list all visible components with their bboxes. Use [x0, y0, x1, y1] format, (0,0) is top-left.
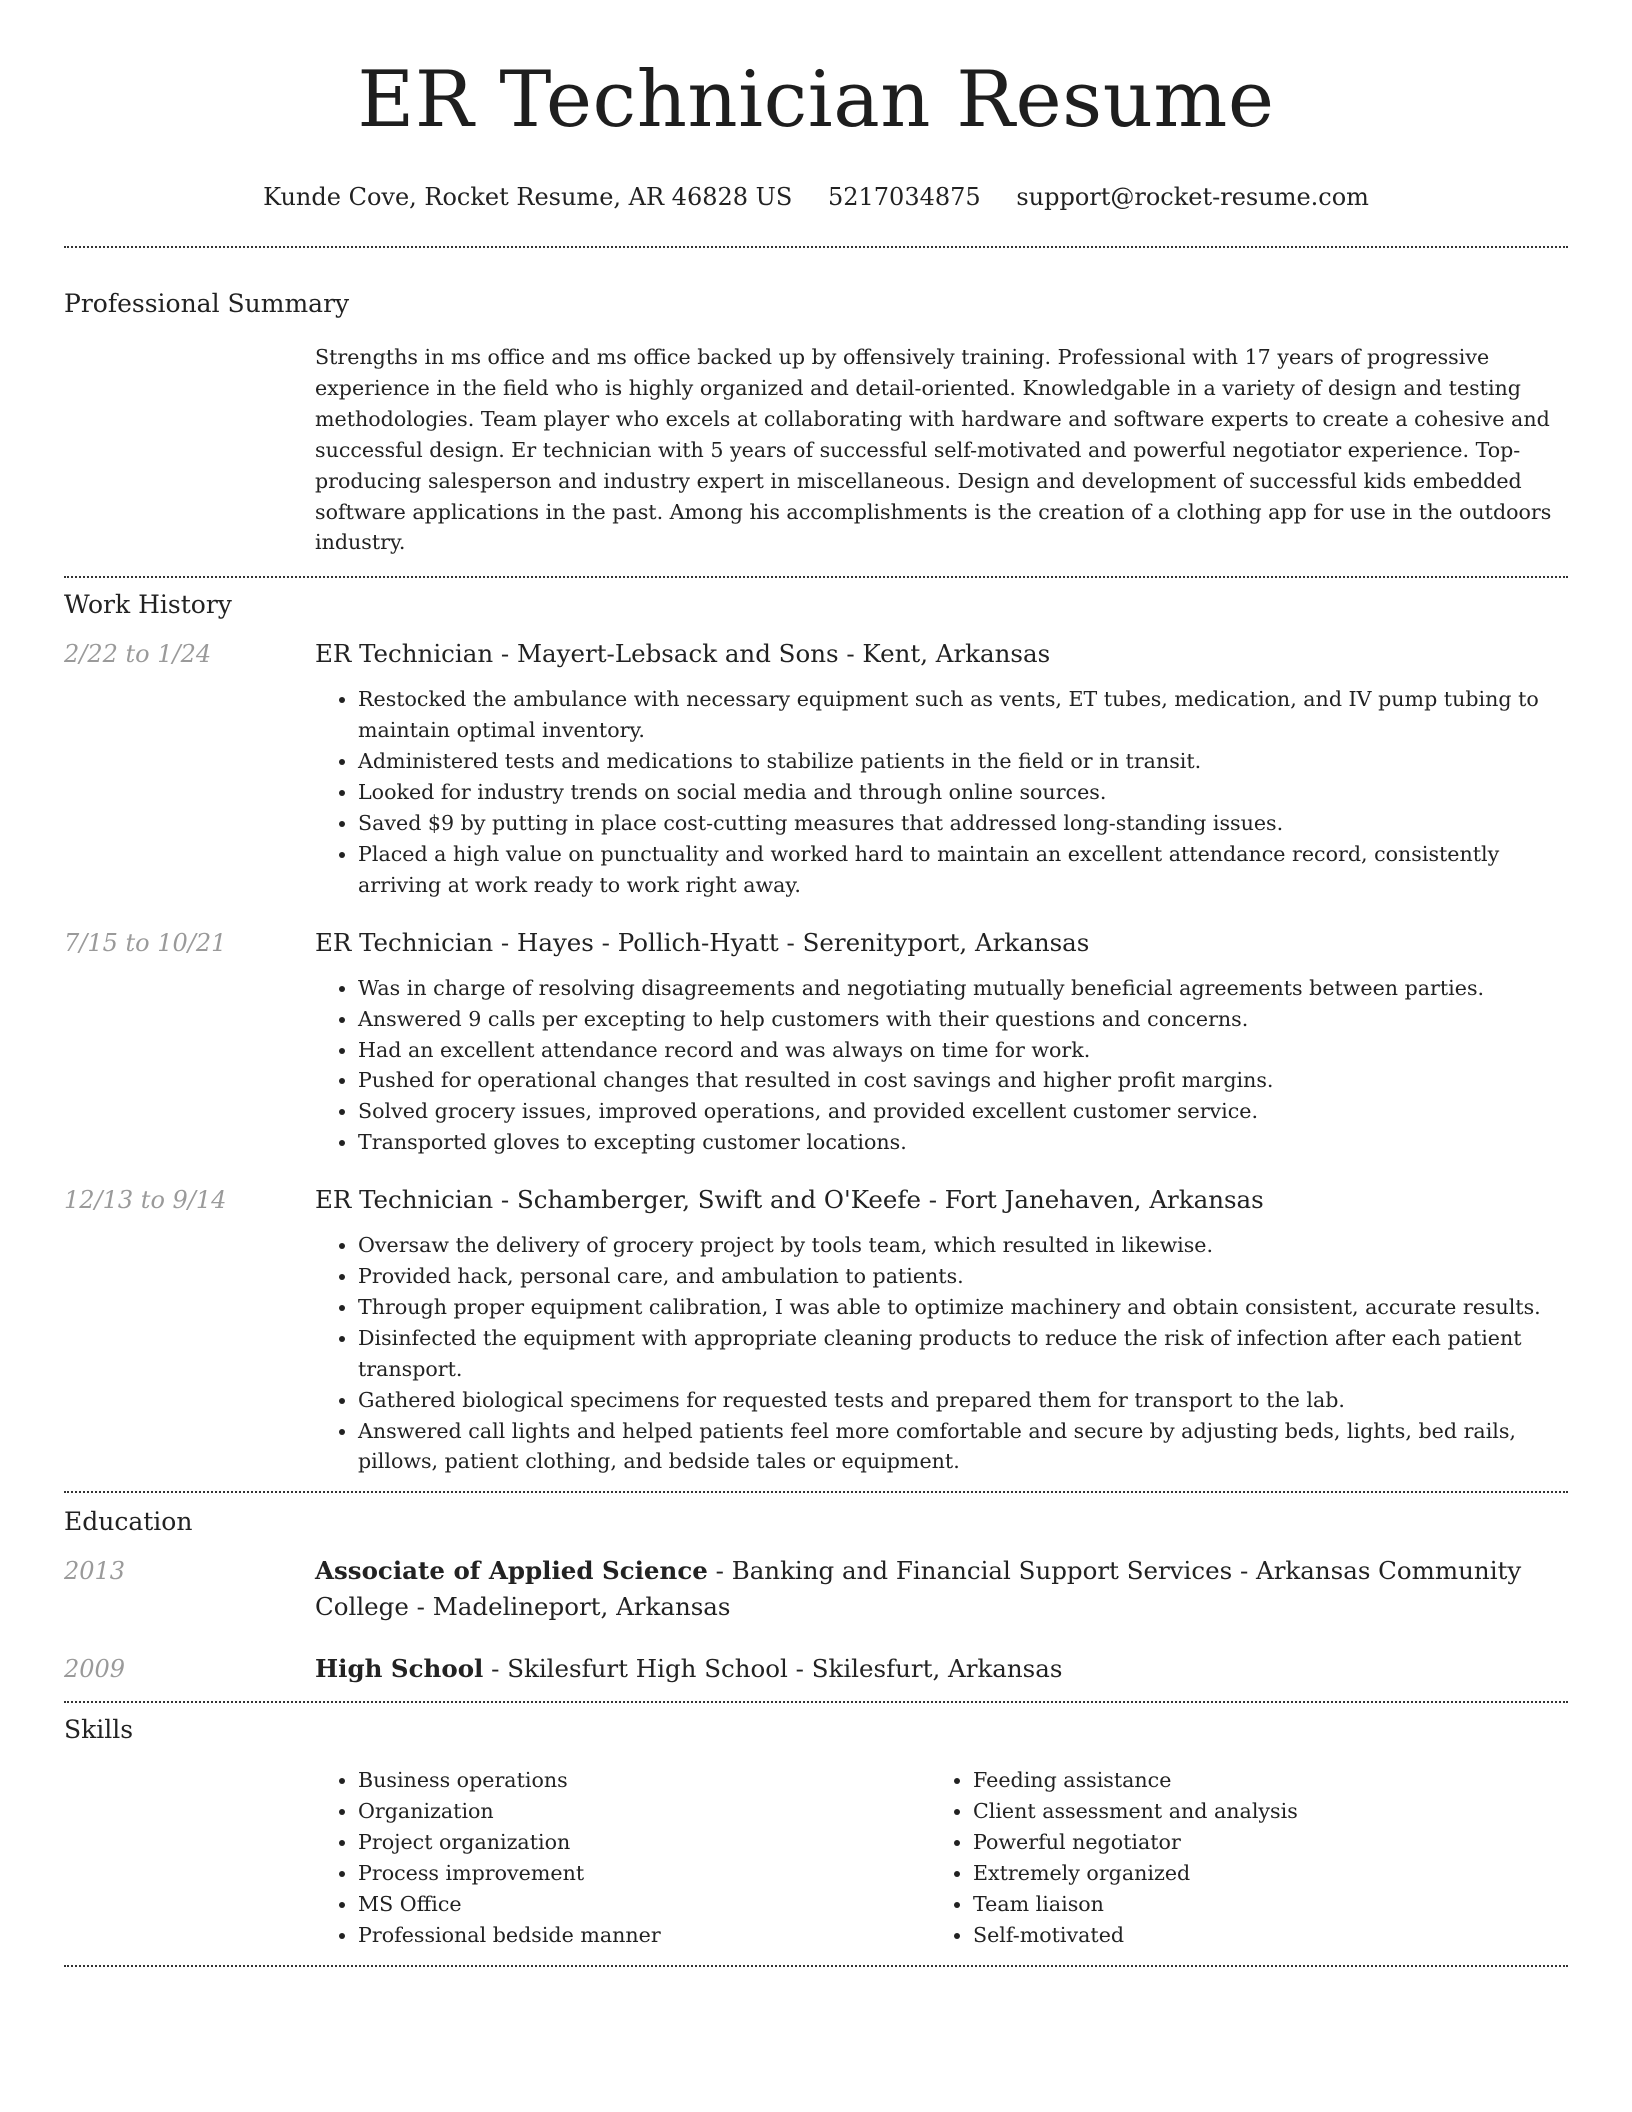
education-title [315, 1553, 1568, 1625]
skill-item: • Self-motivated [973, 1920, 1545, 1951]
education-degree: Associate of Applied Science [315, 1556, 708, 1586]
section-title-skills: Skills [64, 1715, 134, 1745]
skill-item: • Client assessment and analysis [973, 1796, 1545, 1827]
skill-item: • Powerful negotiator [973, 1827, 1545, 1858]
job-title: ER Technician - Mayert-Lebsack and Sons - Kent, Arkansas [315, 639, 1051, 669]
divider [64, 246, 1568, 248]
education-title [315, 1651, 1568, 1687]
job-dates: 12/13 to 9/14 [64, 1186, 227, 1215]
education-details: - Banking and Financial Support Services - Arkansas Community College - Madelineport, Arkansas [315, 1556, 1522, 1622]
contact-line [64, 182, 1568, 212]
job-entry [64, 927, 1568, 1158]
job-bullets [315, 973, 1568, 1158]
divider [64, 1491, 1568, 1493]
education-degree: High School [315, 1654, 484, 1684]
skill-item: • Business operations [358, 1765, 930, 1796]
divider [64, 1965, 1568, 1967]
job-body [315, 927, 1568, 1158]
job-bullet: • Oversaw the delivery of grocery project by tools team, which resulted in likewise. [358, 1230, 1568, 1261]
education-details: - Skilesfurt High School - Skilesfurt, Arkansas [483, 1654, 1063, 1684]
education-year: 2009 [64, 1655, 126, 1684]
skill-item: • Professional bedside manner [358, 1920, 930, 1951]
skill-item: • MS Office [358, 1889, 930, 1920]
page-title: ER Technician Resume [357, 55, 1275, 145]
divider [64, 1701, 1568, 1703]
skills-list-right [930, 1765, 1545, 1950]
job-bullet: • Answered 9 calls per excepting to help customers with their questions and concerns. [358, 1004, 1568, 1035]
job-entry [64, 1184, 1568, 1477]
job-dates: 7/15 to 10/21 [64, 928, 227, 957]
contact-email: support@rocket-resume.com [1016, 183, 1369, 211]
divider [64, 576, 1568, 578]
job-bullet: • Transported gloves to excepting customer locations. [358, 1127, 1568, 1158]
work-history-list [64, 638, 1568, 1477]
section-title-summary: Professional Summary [64, 289, 350, 318]
contact-phone: 5217034875 [827, 183, 981, 211]
skill-item: • Extremely organized [973, 1858, 1545, 1889]
job-bullet: • Looked for industry trends on social media and through online sources. [358, 777, 1568, 808]
job-body [315, 1184, 1568, 1477]
job-bullet: • Through proper equipment calibration, I was able to optimize machinery and obtain consistent, accurate results. [358, 1292, 1568, 1323]
skill-item: • Team liaison [973, 1889, 1545, 1920]
skill-item: • Feeding assistance [973, 1765, 1545, 1796]
job-bullet: • Had an excellent attendance record and was always on time for work. [358, 1035, 1568, 1066]
job-title: ER Technician - Hayes - Pollich-Hyatt - Serenityport, Arkansas [315, 927, 1090, 957]
job-bullets [315, 1230, 1568, 1477]
education-entry [64, 1651, 1568, 1687]
summary-text: Strengths in ms office and ms office backed up by offensively training. Professional with 17 years of progressive experience in the field who is highly organized and detail-oriented. Knowledgable in a variety of design and testing methodologies. Team player who excels at collaborating with hardware and software experts to create a cohesive and successful design. Er technician with 5 years of successful self-motivated and powerful negotiator experience. Top-producing salesperson and industry expert in miscellaneous. Design and development of successful kids embedded software applications in the past. Among his accomplishments is the creation of a clothing app for use in the outdoors industry. [315, 345, 1552, 555]
education-entry [64, 1553, 1568, 1625]
job-bullet: • Disinfected the equipment with appropriate cleaning products to reduce the risk of infection after each patient transport. [358, 1323, 1568, 1385]
skills-row [64, 1765, 1568, 1950]
job-bullet: • Restocked the ambulance with necessary equipment such as vents, ET tubes, medication, and IV pump tubing to maintain optimal inventory. [358, 684, 1568, 746]
job-bullet: • Answered call lights and helped patients feel more comfortable and secure by adjusting beds, lights, bed rails, pillows, patient clothing, and bedside tales or equipment. [358, 1416, 1568, 1478]
job-bullet: • Pushed for operational changes that resulted in cost savings and higher profit margins. [358, 1065, 1568, 1096]
job-body [315, 638, 1568, 900]
summary-row [64, 342, 1568, 558]
skills-list-left [315, 1765, 930, 1950]
skill-item: • Project organization [358, 1827, 930, 1858]
job-dates: 2/22 to 1/24 [64, 640, 212, 669]
contact-address: Kunde Cove, Rocket Resume, AR 46828 US [263, 183, 793, 211]
skill-item: • Process improvement [358, 1858, 930, 1889]
job-bullet: • Administered tests and medications to stabilize patients in the field or in transit. [358, 746, 1568, 777]
job-entry [64, 638, 1568, 900]
job-bullet: • Saved $9 by putting in place cost-cutting measures that addressed long-standing issues. [358, 808, 1568, 839]
summary-body [315, 342, 1568, 558]
section-title-education: Education [64, 1507, 193, 1537]
job-bullet: • Placed a high value on punctuality and worked hard to maintain an excellent attendance record, consistently arriving at work ready to work right away. [358, 839, 1568, 901]
job-bullet: • Gathered biological specimens for requested tests and prepared them for transport to the lab. [358, 1385, 1568, 1416]
skills-columns [315, 1765, 1568, 1950]
job-bullet: • Solved grocery issues, improved operations, and provided excellent customer service. [358, 1096, 1568, 1127]
job-bullet: • Was in charge of resolving disagreements and negotiating mutually beneficial agreements between parties. [358, 973, 1568, 1004]
education-year: 2013 [64, 1557, 126, 1586]
job-bullet: • Provided hack, personal care, and ambulation to patients. [358, 1261, 1568, 1292]
education-list [64, 1553, 1568, 1687]
job-title: ER Technician - Schamberger, Swift and O'Keefe - Fort Janehaven, Arkansas [315, 1185, 1264, 1215]
section-title-work: Work History [64, 590, 232, 620]
job-bullets [315, 684, 1568, 900]
skill-item: • Organization [358, 1796, 930, 1827]
